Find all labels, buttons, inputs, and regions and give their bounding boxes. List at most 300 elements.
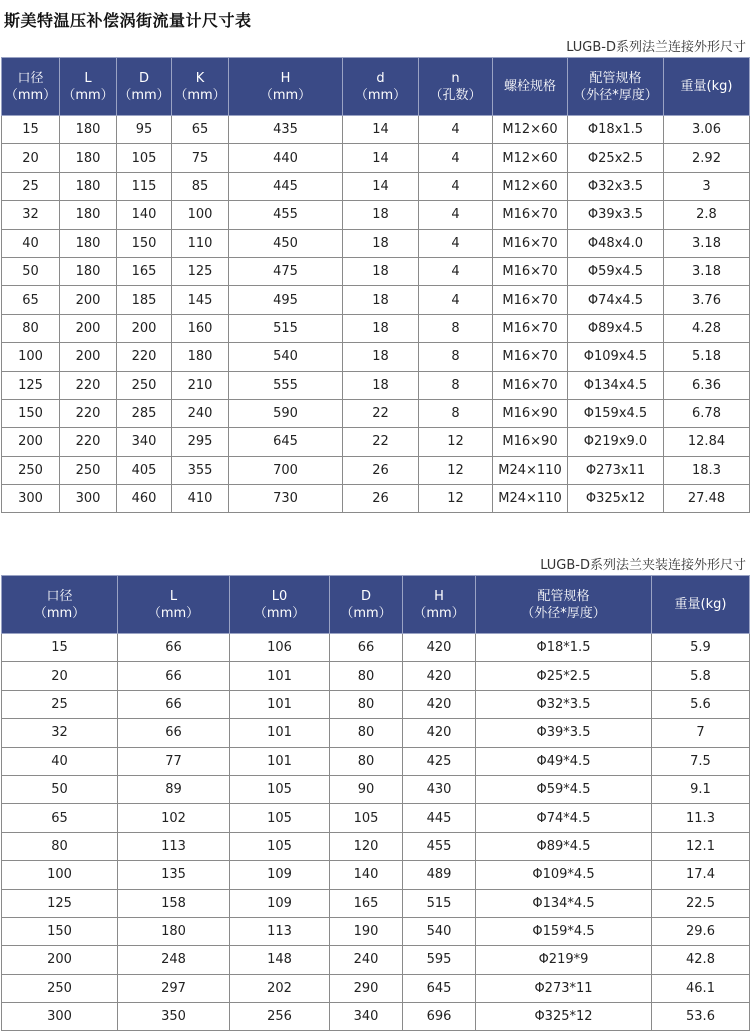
table-row	[2, 889, 750, 917]
table-cell: 32	[2, 719, 118, 747]
header-label: d	[376, 70, 385, 86]
header-label: L	[84, 70, 92, 86]
header-label: K	[195, 70, 205, 86]
table-cell: 106	[230, 634, 330, 662]
table1-header-cell	[229, 58, 343, 116]
table-cell: 3.18	[664, 257, 750, 285]
table-cell: 250	[60, 456, 117, 484]
table-cell: 645	[229, 428, 343, 456]
table-cell: 5.6	[652, 690, 750, 718]
table-row	[2, 229, 750, 257]
table-cell: 445	[229, 172, 343, 200]
table-cell: M16×70	[493, 343, 568, 371]
table-cell: 85	[172, 172, 229, 200]
table-row	[2, 861, 750, 889]
table-cell: M16×70	[493, 229, 568, 257]
table-cell: 20	[2, 144, 60, 172]
table-row	[2, 286, 750, 314]
table-cell: 495	[229, 286, 343, 314]
table-row	[2, 399, 750, 427]
table-cell: 430	[403, 775, 476, 803]
table-cell: Φ74x4.5	[568, 286, 664, 314]
table-cell: 180	[60, 201, 117, 229]
table-cell: 125	[2, 889, 118, 917]
table-row	[2, 172, 750, 200]
header-unit: （外径*厚度）	[521, 605, 606, 621]
table-cell: 3.06	[664, 116, 750, 144]
table-cell: 12	[419, 456, 493, 484]
header-unit: （mm）	[413, 605, 465, 621]
table-cell: 15	[2, 634, 118, 662]
table2-header-cell	[403, 576, 476, 634]
table-row	[2, 832, 750, 860]
table-cell: 95	[117, 116, 172, 144]
table-cell: 4	[419, 201, 493, 229]
table-cell: 109	[230, 861, 330, 889]
table-row	[2, 917, 750, 945]
table-cell: 101	[230, 690, 330, 718]
table-cell: 25	[2, 690, 118, 718]
table-cell: 165	[117, 257, 172, 285]
table-cell: 12.1	[652, 832, 750, 860]
table1-header-cell	[172, 58, 229, 116]
table1-subtitle: LUGB-D系列法兰连接外形尺寸	[566, 40, 746, 55]
table-cell: 696	[403, 1003, 476, 1031]
table-cell: M16×70	[493, 257, 568, 285]
table-cell: 200	[2, 428, 60, 456]
table-cell: 220	[117, 343, 172, 371]
header-label: L0	[271, 588, 288, 604]
table-cell: 450	[229, 229, 343, 257]
header-label: 配管规格	[589, 70, 642, 86]
table-cell: 100	[2, 861, 118, 889]
table-cell: 6.36	[664, 371, 750, 399]
table-cell: Φ325*12	[476, 1003, 652, 1031]
table-cell: 101	[230, 719, 330, 747]
table-cell: 700	[229, 456, 343, 484]
table-cell: Φ89*4.5	[476, 832, 652, 860]
table-cell: 340	[117, 428, 172, 456]
table-cell: Φ32*3.5	[476, 690, 652, 718]
table-cell: 66	[118, 662, 230, 690]
table-cell: 105	[230, 804, 330, 832]
table-cell: Φ325x12	[568, 485, 664, 513]
header-label: 重量(kg)	[674, 597, 727, 612]
header-label: L	[169, 588, 178, 604]
table-cell: Φ219x9.0	[568, 428, 664, 456]
table1-header-cell	[2, 58, 60, 116]
table2-subtitle: LUGB-D系列法兰夹装连接外形尺寸	[540, 558, 746, 573]
table-cell: 158	[118, 889, 230, 917]
table-cell: 200	[117, 314, 172, 342]
table-cell: 3.18	[664, 229, 750, 257]
table-cell: 150	[2, 917, 118, 945]
table-cell: 7	[652, 719, 750, 747]
table-cell: 75	[172, 144, 229, 172]
table-row	[2, 946, 750, 974]
table-cell: Φ134*4.5	[476, 889, 652, 917]
table-cell: 80	[2, 314, 60, 342]
table-cell: 109	[230, 889, 330, 917]
table-cell: Φ25x2.5	[568, 144, 664, 172]
table-cell: 4	[419, 257, 493, 285]
table-cell: 90	[330, 775, 403, 803]
table-cell: 590	[229, 399, 343, 427]
table-cell: 8	[419, 314, 493, 342]
table-cell: 202	[230, 974, 330, 1002]
table-cell: 8	[419, 371, 493, 399]
table2-header-cell	[2, 576, 118, 634]
table-cell: 540	[403, 917, 476, 945]
table-cell: 350	[118, 1003, 230, 1031]
table-cell: Φ219*9	[476, 946, 652, 974]
table-cell: 105	[230, 775, 330, 803]
header-unit: （mm）	[340, 605, 392, 621]
table-cell: 420	[403, 662, 476, 690]
table1-body	[2, 116, 750, 513]
table1-header-cell	[568, 58, 664, 116]
table-cell: 285	[117, 399, 172, 427]
table-cell: 555	[229, 371, 343, 399]
table1-header-cell	[117, 58, 172, 116]
table-cell: 295	[172, 428, 229, 456]
table-cell: 20	[2, 662, 118, 690]
header-unit: （mm）	[62, 87, 114, 103]
table-cell: 180	[118, 917, 230, 945]
table2-body	[2, 634, 750, 1031]
header-unit: （mm）	[4, 87, 57, 103]
table-cell: 65	[172, 116, 229, 144]
table-cell: 425	[403, 747, 476, 775]
table-cell: 250	[2, 974, 118, 1002]
table-cell: 250	[117, 371, 172, 399]
table-cell: 77	[118, 747, 230, 775]
table-cell: 190	[330, 917, 403, 945]
table-cell: Φ18*1.5	[476, 634, 652, 662]
table-cell: 2.92	[664, 144, 750, 172]
table-cell: 18	[343, 314, 419, 342]
table-cell: 125	[2, 371, 60, 399]
table-row	[2, 314, 750, 342]
table-cell: 12	[419, 428, 493, 456]
table-cell: 730	[229, 485, 343, 513]
table-cell: 240	[330, 946, 403, 974]
table-cell: Φ74*4.5	[476, 804, 652, 832]
table-cell: Φ48x4.0	[568, 229, 664, 257]
table2-header-cell	[230, 576, 330, 634]
table-cell: 4	[419, 144, 493, 172]
table-row	[2, 343, 750, 371]
table-row	[2, 804, 750, 832]
table-row	[2, 747, 750, 775]
table-cell: 420	[403, 690, 476, 718]
table-cell: 290	[330, 974, 403, 1002]
flange-connection-table	[1, 57, 750, 513]
table-cell: 105	[330, 804, 403, 832]
table-cell: 240	[172, 399, 229, 427]
table-cell: 420	[403, 634, 476, 662]
table-cell: 140	[330, 861, 403, 889]
table-cell: Φ39x3.5	[568, 201, 664, 229]
table-cell: 248	[118, 946, 230, 974]
table-cell: 14	[343, 116, 419, 144]
table-cell: 115	[117, 172, 172, 200]
header-unit: （孔数）	[429, 87, 482, 103]
table-cell: 150	[117, 229, 172, 257]
table-cell: 180	[60, 144, 117, 172]
table-cell: 595	[403, 946, 476, 974]
table-cell: 200	[60, 314, 117, 342]
table-cell: 200	[60, 343, 117, 371]
table-cell: 445	[403, 804, 476, 832]
table-cell: 80	[330, 719, 403, 747]
table-cell: Φ25*2.5	[476, 662, 652, 690]
table-cell: Φ89x4.5	[568, 314, 664, 342]
table-row	[2, 634, 750, 662]
table-cell: 4	[419, 116, 493, 144]
table-cell: 165	[330, 889, 403, 917]
table-cell: 515	[403, 889, 476, 917]
table-cell: 105	[230, 832, 330, 860]
table-cell: 22.5	[652, 889, 750, 917]
table-cell: 185	[117, 286, 172, 314]
table-cell: M16×70	[493, 314, 568, 342]
table-cell: 14	[343, 144, 419, 172]
table-cell: 15	[2, 116, 60, 144]
table-cell: 645	[403, 974, 476, 1002]
table-row	[2, 456, 750, 484]
table-cell: 250	[2, 456, 60, 484]
table-cell: 150	[2, 399, 60, 427]
table-cell: 6.78	[664, 399, 750, 427]
table-cell: 440	[229, 144, 343, 172]
table-cell: 180	[60, 172, 117, 200]
table-cell: 12.84	[664, 428, 750, 456]
table-cell: 5.18	[664, 343, 750, 371]
table-row	[2, 257, 750, 285]
table-cell: 18	[343, 257, 419, 285]
table-cell: 17.4	[652, 861, 750, 889]
table-cell: 22	[343, 428, 419, 456]
table-cell: 455	[403, 832, 476, 860]
table-cell: 120	[330, 832, 403, 860]
table-cell: 42.8	[652, 946, 750, 974]
table-cell: M24×110	[493, 485, 568, 513]
table-cell: 9.1	[652, 775, 750, 803]
table-cell: 18	[343, 371, 419, 399]
table1-header-cell	[493, 58, 568, 116]
table-cell: 340	[330, 1003, 403, 1031]
table-cell: Φ159*4.5	[476, 917, 652, 945]
page-title: 斯美特温压补偿涡街流量计尺寸表	[4, 11, 252, 30]
table-cell: 27.48	[664, 485, 750, 513]
table-row	[2, 116, 750, 144]
table-cell: Φ159x4.5	[568, 399, 664, 427]
table-cell: 140	[117, 201, 172, 229]
table-cell: Φ49*4.5	[476, 747, 652, 775]
header-label: 口径	[17, 70, 44, 86]
table-cell: 40	[2, 747, 118, 775]
table-row	[2, 201, 750, 229]
table1-header-cell	[60, 58, 117, 116]
table-cell: Φ39*3.5	[476, 719, 652, 747]
table-cell: 29.6	[652, 917, 750, 945]
table-cell: 3.76	[664, 286, 750, 314]
table-row	[2, 144, 750, 172]
table-cell: 220	[60, 371, 117, 399]
table-cell: Φ59x4.5	[568, 257, 664, 285]
table1-header-cell	[343, 58, 419, 116]
table-cell: 180	[60, 229, 117, 257]
table-cell: 300	[60, 485, 117, 513]
table-row	[2, 1003, 750, 1031]
table-cell: 256	[230, 1003, 330, 1031]
table-cell: 410	[172, 485, 229, 513]
table-row	[2, 428, 750, 456]
table-cell: Φ109*4.5	[476, 861, 652, 889]
table-cell: Φ32x3.5	[568, 172, 664, 200]
table-cell: 148	[230, 946, 330, 974]
table-cell: 25	[2, 172, 60, 200]
header-label: H	[434, 588, 444, 604]
table-cell: 3	[664, 172, 750, 200]
table-cell: 515	[229, 314, 343, 342]
header-unit: （mm）	[147, 605, 200, 621]
table-cell: 101	[230, 747, 330, 775]
table-cell: 18.3	[664, 456, 750, 484]
table-cell: M12×60	[493, 172, 568, 200]
table-row	[2, 690, 750, 718]
table-cell: 100	[172, 201, 229, 229]
table-cell: 489	[403, 861, 476, 889]
table-row	[2, 974, 750, 1002]
table-cell: 475	[229, 257, 343, 285]
header-unit: （mm）	[253, 605, 306, 621]
table-row	[2, 775, 750, 803]
table-cell: 4.28	[664, 314, 750, 342]
table-cell: 4	[419, 286, 493, 314]
table-cell: M12×60	[493, 144, 568, 172]
table-cell: 18	[343, 343, 419, 371]
table-cell: M16×70	[493, 286, 568, 314]
table-cell: 435	[229, 116, 343, 144]
table-cell: 80	[330, 662, 403, 690]
table-cell: 220	[60, 399, 117, 427]
table-row	[2, 719, 750, 747]
table-cell: 180	[60, 116, 117, 144]
table-cell: 14	[343, 172, 419, 200]
table2-header-cell	[118, 576, 230, 634]
table-cell: 65	[2, 286, 60, 314]
table-cell: 26	[343, 485, 419, 513]
table-cell: 40	[2, 229, 60, 257]
table-cell: 5.8	[652, 662, 750, 690]
table-cell: 220	[60, 428, 117, 456]
table-cell: 100	[2, 343, 60, 371]
table-cell: 5.9	[652, 634, 750, 662]
table-cell: 2.8	[664, 201, 750, 229]
header-label: H	[280, 70, 291, 86]
table-cell: Φ109x4.5	[568, 343, 664, 371]
table-cell: 300	[2, 485, 60, 513]
table-cell: 180	[60, 257, 117, 285]
header-label: 口径	[46, 588, 73, 604]
header-label: 配管规格	[537, 588, 590, 604]
table-cell: 113	[118, 832, 230, 860]
table-cell: 66	[118, 634, 230, 662]
table-cell: M24×110	[493, 456, 568, 484]
table-cell: 113	[230, 917, 330, 945]
header-unit: （mm）	[354, 87, 407, 103]
table-row	[2, 371, 750, 399]
table-cell: 80	[330, 690, 403, 718]
table-cell: 12	[419, 485, 493, 513]
table-cell: 110	[172, 229, 229, 257]
table-cell: 8	[419, 343, 493, 371]
header-label: D	[138, 70, 149, 86]
table-cell: 46.1	[652, 974, 750, 1002]
table-cell: 80	[330, 747, 403, 775]
table-cell: 125	[172, 257, 229, 285]
table-cell: 4	[419, 229, 493, 257]
table-cell: 455	[229, 201, 343, 229]
header-unit: （mm）	[259, 87, 312, 103]
table-cell: 32	[2, 201, 60, 229]
table-cell: 18	[343, 201, 419, 229]
table1-header-cell	[419, 58, 493, 116]
table-cell: 4	[419, 172, 493, 200]
table-cell: 145	[172, 286, 229, 314]
table-cell: 66	[118, 690, 230, 718]
table-cell: 11.3	[652, 804, 750, 832]
flange-clamp-table	[1, 575, 750, 1031]
table-cell: 540	[229, 343, 343, 371]
header-label: D	[360, 588, 371, 604]
table-cell: 8	[419, 399, 493, 427]
table2-header-cell	[330, 576, 403, 634]
header-unit: （mm）	[33, 605, 86, 621]
table-cell: 101	[230, 662, 330, 690]
table-cell: 300	[2, 1003, 118, 1031]
table-row	[2, 662, 750, 690]
table2-header-cell	[652, 576, 750, 634]
table-cell: 80	[2, 832, 118, 860]
table1-header-cell	[664, 58, 750, 116]
table-cell: 50	[2, 775, 118, 803]
table-cell: M16×90	[493, 428, 568, 456]
table-cell: 18	[343, 286, 419, 314]
header-unit: （mm）	[174, 87, 226, 103]
table-cell: 65	[2, 804, 118, 832]
table-row	[2, 485, 750, 513]
table-cell: 53.6	[652, 1003, 750, 1031]
table1-header-row	[2, 58, 750, 116]
header-label: n	[451, 70, 460, 86]
table-cell: 200	[60, 286, 117, 314]
table-cell: 66	[330, 634, 403, 662]
table-cell: 460	[117, 485, 172, 513]
header-unit: （mm）	[118, 87, 170, 103]
table-cell: 50	[2, 257, 60, 285]
table-cell: 89	[118, 775, 230, 803]
header-label: 重量(kg)	[680, 79, 733, 94]
table-cell: Φ273x11	[568, 456, 664, 484]
table-cell: M16×70	[493, 371, 568, 399]
table-cell: 22	[343, 399, 419, 427]
header-label: 螺栓规格	[503, 79, 556, 94]
table-cell: 135	[118, 861, 230, 889]
table-cell: 405	[117, 456, 172, 484]
